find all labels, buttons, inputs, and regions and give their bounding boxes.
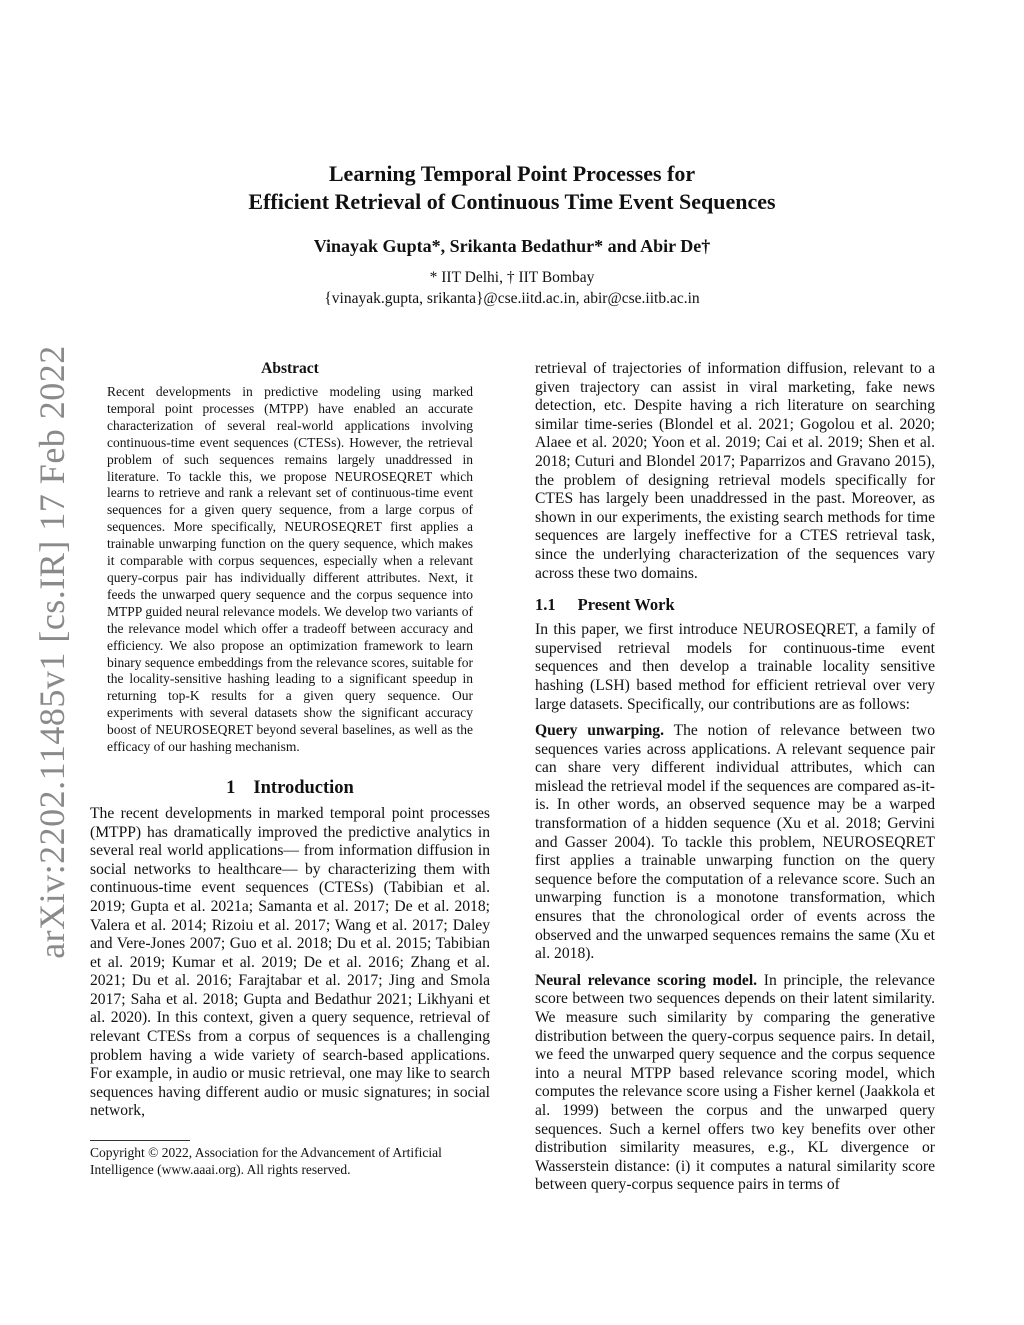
- section-title: Introduction: [253, 777, 354, 798]
- subsection-heading-present-work: [535, 595, 935, 615]
- affiliation-block: [0, 267, 1024, 309]
- query-unwarping-heading: Query unwarping.: [535, 722, 664, 740]
- present-work-paragraph: In this paper, we first introduce NEUROSEQRET, a family of supervised retrieval models for continuous-time event sequences and then develop a trainable locality sensitive hashing (LSH) based method for efficient retrieval over very large datasets. Specifically, our contributions are as follows:: [535, 621, 935, 713]
- neural-relevance-paragraph: [535, 972, 935, 1195]
- footnote-rule: [90, 1140, 190, 1141]
- query-unwarping-text: The notion of relevance between two sequences varies across applications. A relevant sequence pair can share very different individual attributes, which can mislead the retrieval model if the sequences are compared as-it-is. In other words, an observed sequence may be a warped transformation of a hidden sequence (Xu et al. 2018; Gervini and Gasser 2004). To tackle this problem, NEUROSEQRET first applies a trainable unwarping function on the query sequence before the computation of a relevance score. Such an unwarping function is a monotone transformation, which ensures that the chronological order of events across the observed and the unwarped sequences remains the same (Xu et al. 2018).: [535, 722, 935, 963]
- section-number: 1: [226, 777, 236, 798]
- section-heading-introduction: [90, 778, 490, 799]
- right-column: [535, 360, 935, 1195]
- left-column: [90, 360, 490, 1121]
- copyright-footnote: Copyright © 2022, Association for the Advancement of Artificial Intelligence (www.aaai.org). All rights reserved.: [90, 1145, 442, 1177]
- title-line-2: Efficient Retrieval of Continuous Time Event Sequences: [248, 189, 776, 214]
- subsection-title: Present Work: [577, 595, 675, 615]
- author-list: Vinayak Gupta*, Srikanta Bedathur* and Abir De†: [313, 236, 711, 256]
- affiliation: * IIT Delhi, † IIT Bombay: [429, 269, 595, 286]
- title-line-1: Learning Temporal Point Processes for: [328, 161, 696, 186]
- neural-relevance-heading: Neural relevance scoring model.: [535, 971, 758, 989]
- author-emails: {vinayak.gupta, srikanta}@cse.iitd.ac.in, abir@cse.iitb.ac.in: [324, 290, 700, 307]
- subsection-number: 1.1: [535, 595, 556, 615]
- arxiv-id: arXiv:2202.11485v1 [cs.IR] 17 Feb 2022: [32, 345, 72, 959]
- query-unwarping-paragraph: [535, 722, 935, 964]
- neural-relevance-text: In principle, the relevance score between two sequences depends on their latent similarity. We measure such similarity by comparing the generative distribution between the query-corpus sequence pairs. In detail, we feed the unwarped query sequence and the corpus sequence into a neural MTPP based relevance scoring model, which computes the relevance score using a Fisher kernel (Jaakkola et al. 1999) between the corpus and the unwarped query sequences. Such a kernel offers two key benefits over other distribution similarity measures, e.g., KL divergence or Wasserstein distance: (i) it computes a natural similarity score between query-corpus sequence pairs in terms of: [535, 971, 935, 1194]
- abstract-heading: Abstract: [261, 360, 319, 377]
- introduction-continued: retrieval of trajectories of information diffusion, relevant to a given trajectory can assist in viral marketing, fake news detection, etc. Despite having a rich literature on searching similar time-series (Blondel et al. 2021; Gogolou et al. 2020; Alaee et al. 2020; Yoon et al. 2019; Cai et al. 2019; Shen et al. 2018; Cuturi and Blondel 2017; Paparrizos and Gravano 2015), the problem of designing retrieval models specifically for CTES has largely been unaddressed in the past. Moreover, as shown in our experiments, the existing search methods for time sequences are largely ineffective for a CTES retrieval task, since the underlying characterization of the sequences vary across these two domains.: [535, 360, 935, 582]
- paper-title: [0, 160, 1024, 216]
- introduction-paragraph: The recent developments in marked temporal point processes (MTPP) has dramatically improved the predictive analytics in several real world applications— from information diffusion in social networks to healthcare— by characterizing them with continuous-time event sequences (CTESs) (Tabibian et al. 2019; Gupta et al. 2021a; Samanta et al. 2017; De et al. 2018; Valera et al. 2014; Rizoiu et al. 2017; Wang et al. 2017; Daley and Vere-Jones 2007; Guo et al. 2018; Du et al. 2015; Tabibian et al. 2019; Kumar et al. 2019; De et al. 2016; Zhang et al. 2021; Du et al. 2016; Farajtabar et al. 2017; Jing and Smola 2017; Saha et al. 2018; Gupta and Bedathur 2021; Likhyani et al. 2020). In this context, given a query sequence, retrieval of relevant CTESs from a corpus of sequences is a challenging problem having a wide variety of search-based applications. For example, in audio or music retrieval, one may like to search sequences having different audio or music signatures; in social network,: [90, 804, 490, 1120]
- abstract-text: Recent developments in predictive modeling using marked temporal point processes (MTPP) have enabled an accurate characterization of several real-world applications involving continuous-time event sequences (CTESs). However, the retrieval problem of such sequences remains largely unaddressed in literature. To tackle this, we propose NEUROSEQRET which learns to retrieve and rank a relevant set of continuous-time event sequences for a given query sequence, from a large corpus of sequences. More specifically, NEUROSEQRET first applies a trainable unwarping function on the query sequence, which makes it comparable with corpus sequences, especially when a relevant query-corpus pair has individually different attributes. Next, it feeds the unwarped query sequence and the corpus sequence into MTPP guided neural relevance models. We develop two variants of the relevance model which offer a tradeoff between accuracy and efficiency. We also propose an optimization framework to learn binary sequence embeddings from the relevance scores, suitable for the locality-sensitive hashing leading to a significant speedup in returning top-K results for a given query sequence. Our experiments with several datasets show the significant accuracy boost of NEUROSEQRET beyond several baselines, as well as the efficacy of our hashing mechanism.: [107, 384, 473, 755]
